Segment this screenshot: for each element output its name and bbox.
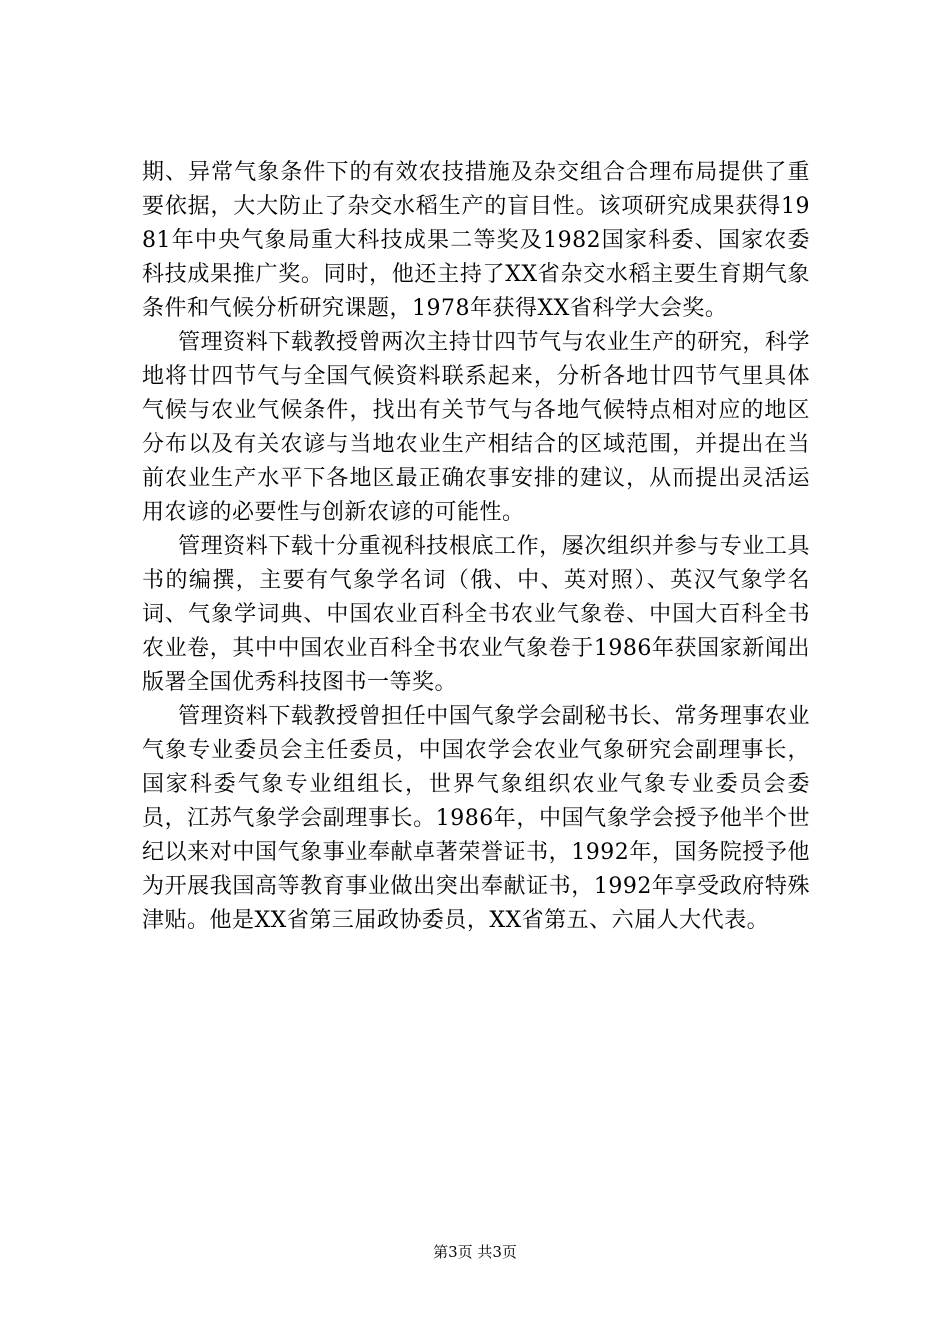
paragraph-4: 管理资料下载教授曾担任中国气象学会副秘书长、常务理事农业气象专业委员会主任委员，中国农学会农业气象研究会副理事长，国家科委气象专业组组长，世界气象组织农业气象专业委员会委员，江苏气象学会副理事长。1986年，中国气象学会授予他半个世纪以来对中国气象事业奉献卓著荣誉证书，1992年，国务院授予他为开展我国高等教育事业做出突出奉献证书，1992年享受政府特殊津贴。他是XX省第三届政协委员，XX省第五、六届人大代表。	[142, 704, 810, 933]
page-number-footer: 第3页 共3页	[433, 1243, 517, 1261]
paragraph-1: 期、异常气象条件下的有效农技措施及杂交组合合理布局提供了重要依据，大大防止了杂交水稻生产的盲目性。该项研究成果获得1981年中央气象局重大科技成果二等奖及1982国家科委、国家农委科技成果推广奖。同时，他还主持了XX省杂交水稻主要生育期气象条件和气候分析研究课题，1978年获得XX省科学大会奖。	[142, 160, 810, 321]
document-body	[142, 156, 810, 938]
paragraph-2: 管理资料下载教授曾两次主持廿四节气与农业生产的研究，科学地将廿四节气与全国气候资料联系起来，分析各地廿四节气里具体气候与农业气候条件，找出有关节气与各地气候特点相对应的地区分布以及有关农谚与当地农业生产相结合的区域范围，并提出在当前农业生产水平下各地区最正确农事安排的建议，从而提出灵活运用农谚的必要性与创新农谚的可能性。	[142, 330, 810, 525]
paragraph-3: 管理资料下载十分重视科技根底工作，屡次组织并参与专业工具书的编撰，主要有气象学名词（俄、中、英对照）、英汉气象学名词、气象学词典、中国农业百科全书农业气象卷、中国大百科全书农业卷，其中中国农业百科全书农业气象卷于1986年获国家新闻出版署全国优秀科技图书一等奖。	[142, 534, 810, 695]
